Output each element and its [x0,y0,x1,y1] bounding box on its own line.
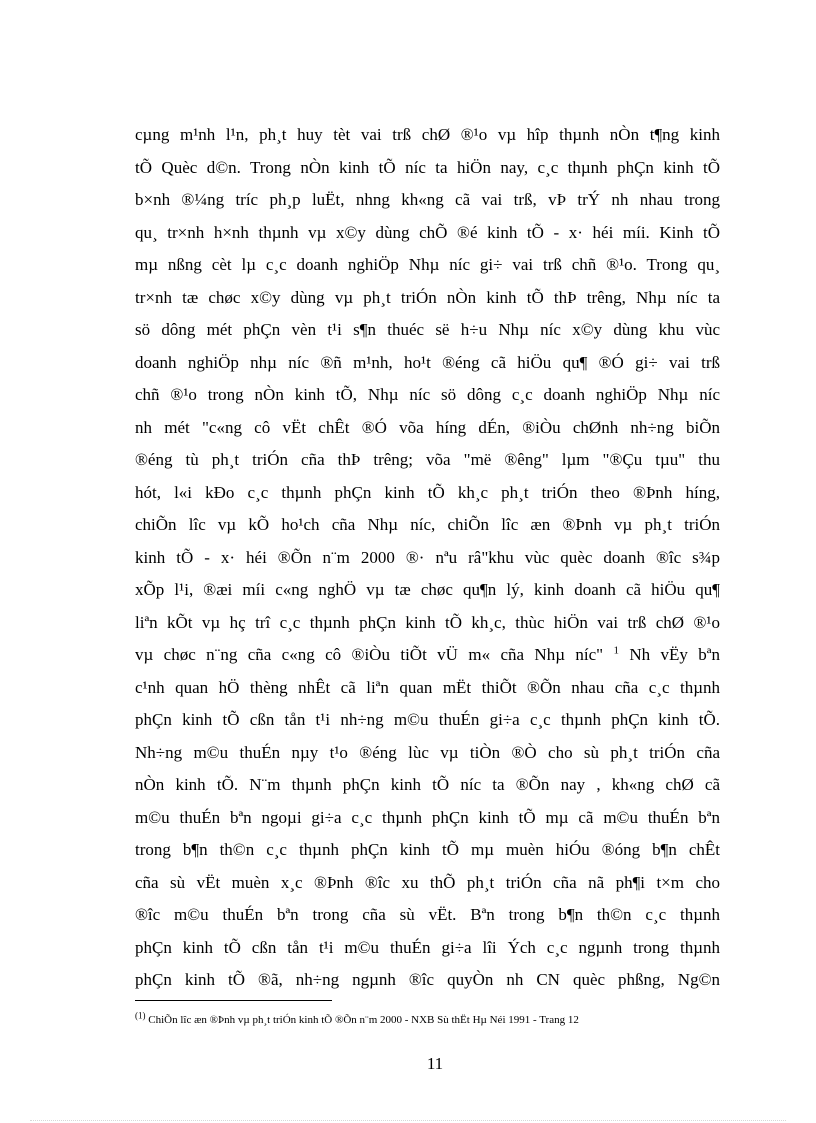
text-line: phÇn kinh tÕ cßn tån t¹i m©u thuÉn gi÷a lîi Ých c¸c ngµnh trong thµnh [135,937,720,957]
text-line: m©u thuÉn bªn ngoµi gi÷a c¸c thµnh phÇn kinh tÕ mµ cã m©u thuÉn bªn [135,807,720,827]
text-line: tÕ Quèc d©n. Trong nÒn kinh tÕ níc ta hiÖn nay, c¸c thµnh phÇn kinh tÕ [135,157,720,177]
text-line: sö dông mét phÇn vèn t¹i s¶n thuéc së h÷u Nhµ níc x©y dùng khu vùc [135,320,720,339]
text-line: chñ ®¹o trong nÒn kinh tÕ, Nhµ níc sö dông c¸c doanh nghiÖp Nhµ níc [135,385,720,404]
text-segment: Nh vËy bªn [618,645,720,664]
text-line: c¹nh quan hÖ thèng nhÊt cã liªn quan mËt thiÕt ®Õn nhau cña c¸c thµnh [135,677,720,697]
text-line: tr×nh tæ chøc x©y dùng vµ ph¸t triÓn nÒn kinh tÕ thÞ trêng, Nhµ níc ta [135,287,720,307]
text-line: phÇn kinh tÕ ®ã, nh÷ng ngµnh ®îc quyÒn nh CN quèc phßng, Ng©n [135,970,720,989]
footnote-reference: 1 [613,644,619,657]
text-line: hót, l«i kÐo c¸c thµnh phÇn kinh tÕ kh¸c ph¸t triÓn theo ®Þnh híng, [135,482,720,502]
text-line: Nh÷ng m©u thuÉn nµy t¹o ®éng lùc vµ tiÒn ®Ò cho sù ph¸t triÓn cña [135,742,720,762]
text-line: trong b¶n th©n c¸c thµnh phÇn kinh tÕ mµ muèn hiÓu ®óng b¶n chÊt [135,840,720,859]
page-bottom-edge [30,1120,786,1121]
text-line: b×nh ®¼ng tríc ph¸p luËt, nhng kh«ng cã vai trß, vÞ trÝ nh nhau trong [135,190,720,209]
footnote-separator [135,1000,332,1001]
text-line: kinh tÕ - x· héi ®Õn n¨m 2000 ®· nªu râ"khu vùc quèc doanh ®îc s¾p [135,547,720,567]
text-line: phÇn kinh tÕ cßn tån t¹i nh÷ng m©u thuÉn gi÷a c¸c thµnh phÇn kinh tÕ. [135,710,720,729]
text-line: chiÕn lîc vµ kÕ ho¹ch cña Nhµ níc, chiÕn lîc æn ®Þnh vµ ph¸t triÓn [135,515,720,534]
text-line: qu¸ tr×nh h×nh thµnh vµ x©y dùng chÕ ®é kinh tÕ - x· héi míi. Kinh tÕ [135,222,720,242]
text-line: doanh nghiÖp nhµ níc ®ñ m¹nh, ho¹t ®éng cã hiÖu qu¶ ®Ó gi÷ vai trß [135,352,720,372]
text-line: cµng m¹nh l¹n, ph¸t huy tèt vai trß chØ ®¹o vµ hîp thµnh nÒn t¶ng kinh [135,125,720,144]
text-line: ®îc m©u thuÉn bªn trong cña sù vËt. Bªn trong b¶n th©n c¸c thµnh [135,905,720,924]
text-line: xÕp l¹i, ®æi míi c«ng nghÖ vµ tæ chøc qu¶n lý, kinh doanh cã hiÖu qu¶ [135,580,720,599]
footnote [135,1012,725,1028]
text-line-with-footnote-ref [135,639,720,672]
text-line: nÒn kinh tÕ. N¨m thµnh phÇn kinh tÕ níc ta ®Õn nay , kh«ng chØ cã [135,775,720,794]
text-line: mµ nßng cèt lµ c¸c doanh nghiÖp Nhµ níc gi÷ vai trß chñ ®¹o. Trong qu¸ [135,255,720,274]
text-line: cña sù vËt muèn x¸c ®Þnh ®îc xu thÕ ph¸t triÓn cña nã ph¶i t×m cho [135,872,720,892]
text-segment: vµ chøc n¨ng cña c«ng cô ®iÒu tiÕt vÜ m« cña Nhµ níc" [135,645,604,664]
body-text [135,119,720,997]
page-number: 11 [426,1054,444,1073]
footnote-mark: (1) [135,1010,146,1021]
text-line: nh mét "c«ng cô vËt chÊt ®Ó võa híng dÉn, ®iÒu chØnh nh÷ng biÕn [135,417,720,437]
text-line: liªn kÕt vµ hç trî c¸c thµnh phÇn kinh tÕ kh¸c, thùc hiÖn vai trß chØ ®¹o [135,612,720,632]
text-line: ®éng tù ph¸t triÓn cña thÞ trêng; võa "më ®êng" lµm "®Çu tµu" thu [135,450,720,469]
footnote-text: ChiÕn lîc æn ®Þnh vµ ph¸t triÓn kinh tÕ ®Õn n¨m 2000 - NXB Sù thËt Hµ Néi 1991 - Trang 12 [145,1014,579,1026]
